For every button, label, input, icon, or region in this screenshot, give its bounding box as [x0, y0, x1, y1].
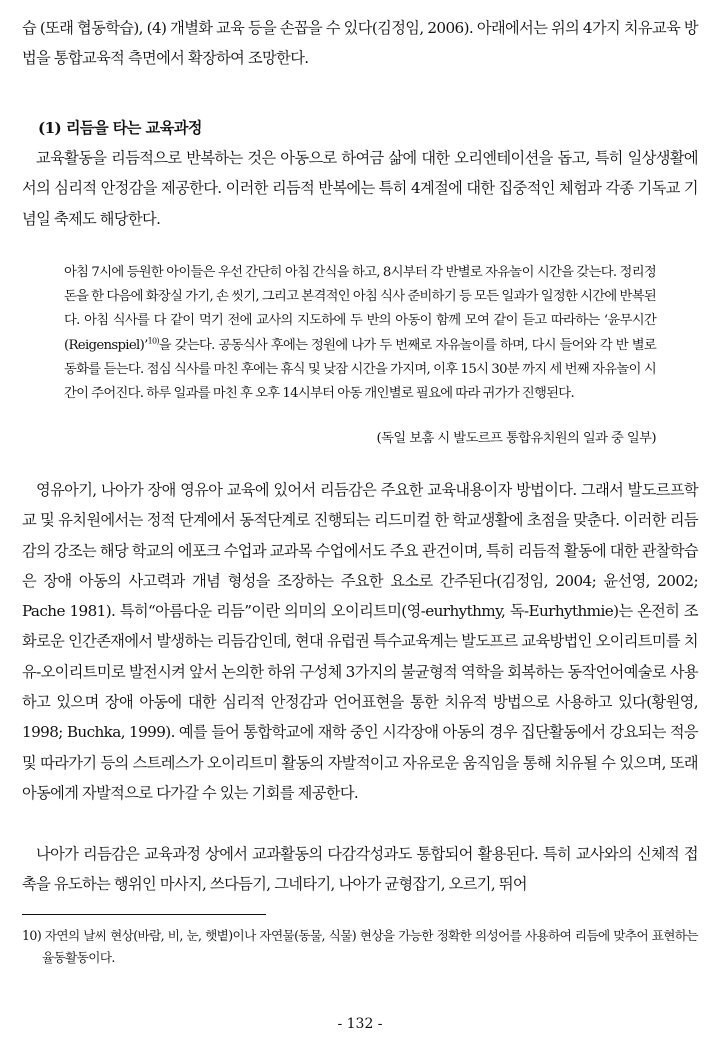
footnote-divider: [22, 914, 266, 915]
section-heading: (1) 리듬을 타는 교육과정: [38, 119, 202, 137]
footnote-10: 10) 자연의 날씨 현상(바람, 비, 눈, 햇볕)이나 자연물(동물, 식물) 현상을 가능한 정확한 의성어를 사용하여 리듬에 맞추어 표현하는 율동활동이다.: [22, 928, 698, 965]
page-number: - 132 -: [337, 1016, 383, 1032]
body-paragraph-2: 나아가 리듬감은 교육과정 상에서 교과활동의 다감각성과도 통합되어 활용된다. 특히 교사와의 신체적 접촉을 유도하는 행위인 마사지, 쓰다듬기, 그네타기, 나아가 균형잡기, 오르기, 뛰어: [22, 845, 698, 894]
schedule-quote: [64, 261, 656, 406]
quote-text-part-1: 아침 7시에 등원한 아이들은 우선 간단히 아침 간식을 하고, 8시부터 각 반별로 자유놀이 시간을 갖는다. 정리정돈을 한 다음에 화장실 가기, 손 씻기, 그리고 본격적인 아침 식사 준비하기 등 모든 일과가 일정한 시간에 반복된다. 아침 식사를 다 같이 먹기 전에 교사의 지도하에 두 반의 아동이 함께 모여 같이 듣고 따라하는 ‘윤무시간(Reigenspiel)’: [64, 265, 656, 353]
body-paragraph-1: 영유아기, 나아가 장애 영유아 교육에 있어서 리듬감은 주요한 교육내용이자 방법이다. 그래서 발도르프학교 및 유치원에서는 정적 단계에서 동적단계로 진행되는 리드미컬 한 학교생활에 초점을 맞춘다. 이러한 리듬감의 강조는 해당 학교의 에포크 수업과 교과목 수업에서도 주요 관건이며, 특히 리듬적 활동에 대한 관찰학습은 장애 아동의 사고력과 개념 형성을 조장하는 주요한 요소로 간주된다(김정임, 2004; 윤선영, 2002; Pache 1981). 특히“아름다운 리듬”이란 의미의 오이리트미(영-eurhythmy, 독-Eurhythmie)는 온전히 조화로운 인간존재에서 발생하는 리듬감인데, 현대 유럽권 특수교육계는 발도프르 교육방법인 오이리트미를 치유-오이리트미로 발전시켜 앞서 논의한 하위 구성체 3가지의 불균형적 역학을 회복하는 동작언어예술로 사용하고 있으며 장애 아동에 대한 심리적 안정감과 언어표현을 통한 치유적 방법으로 사용하고 있다(황원영, 1998; Buchka, 1999). 예를 들어 통합학교에 재학 중인 시각장애 아동의 경우 집단활동에서 강요되는 적응 및 따라가기 등의 스트레스가 오이리트미 활동의 자발적이고 자유로운 움직임을 통해 치유될 수 있으며, 또래 아동에게 자발적으로 다가갈 수 있는 기회를 제공한다.: [22, 481, 698, 802]
quote-text-part-2: 을 갖는다. 공동식사 후에는 정원에 나가 두 번째로 자유놀이를 하며, 다시 들어와 각 반 별로 동화를 듣는다. 점심 식사를 마친 후에는 휴식 및 낮잠 시간을 가지며, 이후 15시 30분 까지 세 번째 자유놀이 시간이 주어진다. 하루 일과를 마친 후 오후 14시부터 아동 개인별로 필요에 따라 귀가가 진행된다.: [64, 337, 656, 402]
section-paragraph: 교육활동을 리듬적으로 반복하는 것은 아동으로 하여금 삶에 대한 오리엔테이션을 돕고, 특히 일상생활에서의 심리적 안정감을 제공한다. 이러한 리듬적 반복에는 특히 4계절에 대한 집중적인 체험과 각종 기독교 기념일 축제도 해당한다.: [22, 149, 698, 228]
intro-paragraph: 습 (또래 협동학습), (4) 개별화 교육 등을 손꼽을 수 있다(김정임, 2006). 아래에서는 위의 4가지 치유교육 방법을 통합교육적 측면에서 확장하여 조망한다.: [22, 19, 698, 68]
quote-source: (독일 보훔 시 발도르프 통합유치원의 일과 중 일부): [376, 431, 656, 446]
footnote-reference: 10): [147, 336, 159, 346]
